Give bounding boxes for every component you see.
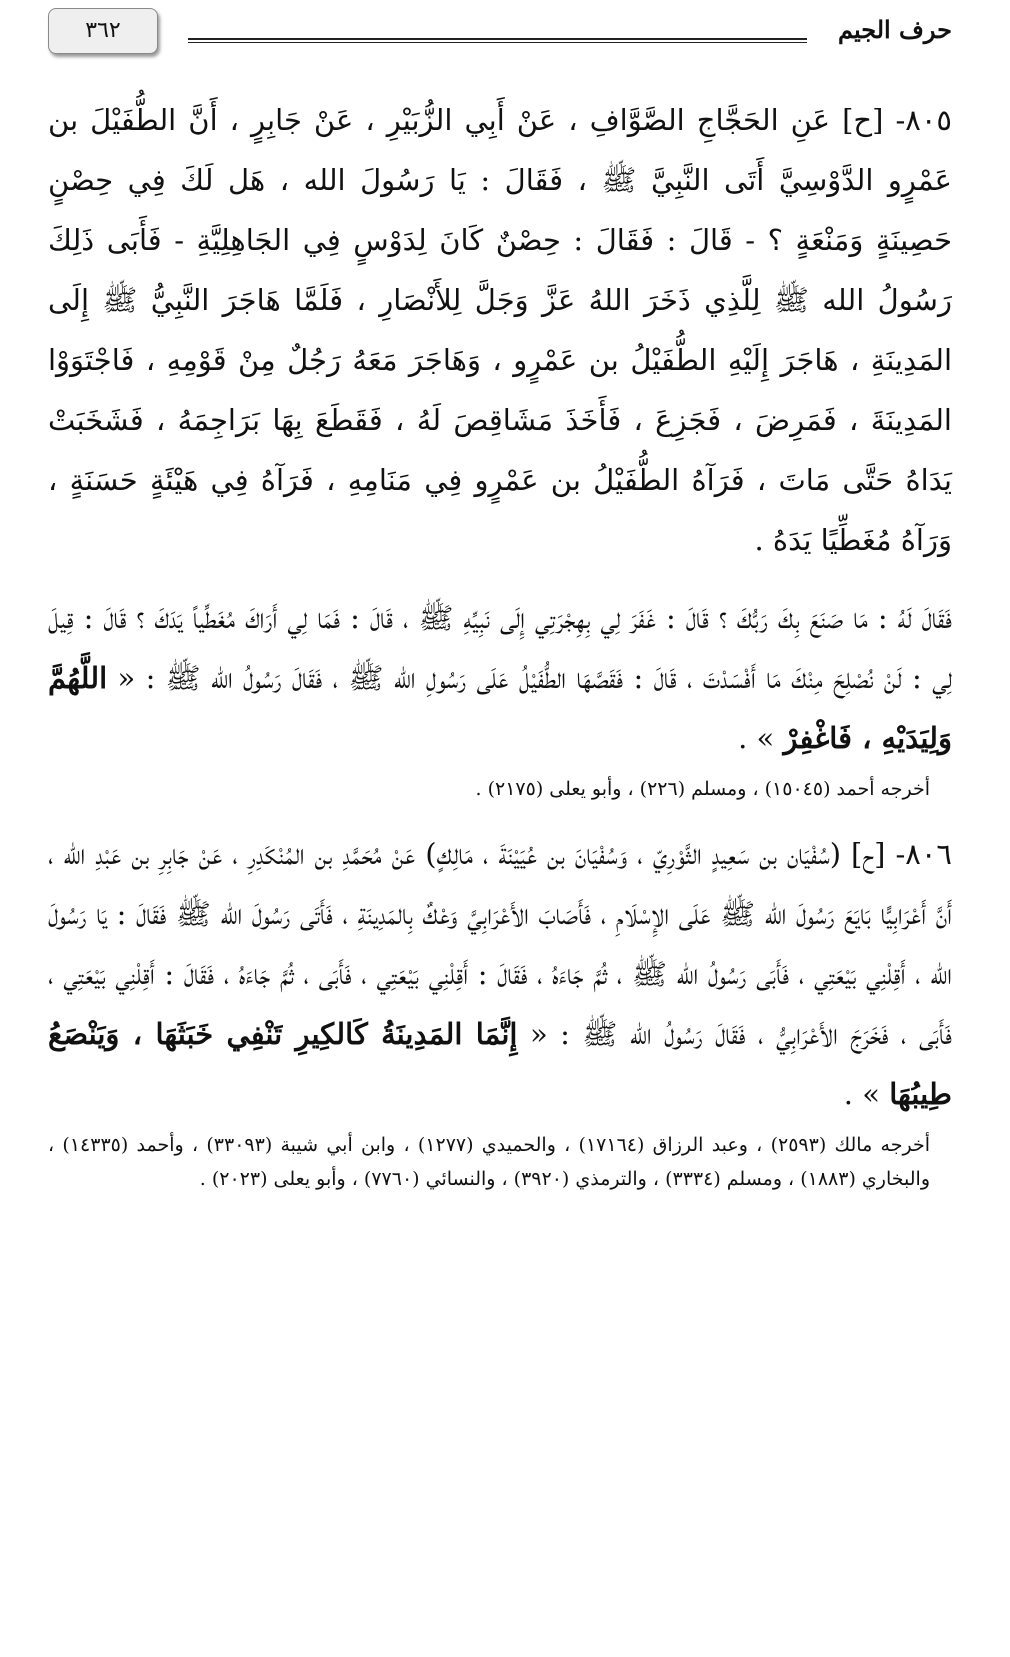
hadith-806-takhrij: أخرجه مالك (٢٥٩٣) ، وعبد الرزاق (١٧١٦٤) ، والحميدي (١٢٧٧) ، وابن أبي شيبة (٣٣٠٩٣) ، وأحمد (١٤٣٣٥) ، والبخاري (١٨٨٣) ، ومسلم (٣٣٣٤) ، والترمذي (٣٩٢٠) ، والنسائي (٧٧٦٠) ، وأبو يعلى (٢٠٢٣) .	[48, 1134, 930, 1190]
hadith-805-quote-close: » .	[738, 721, 784, 755]
hadith-805-takhrij: أخرجه أحمد (١٥٠٤٥) ، ومسلم (٢٢٦) ، وأبو يعلى (٢١٧٥) .	[475, 778, 930, 800]
hadith-806-prophetic-quote: إِنَّمَا المَدِينَةُ كَالكِيرِ تَنْفِي خَبَثَهَا ، وَيَنْصَعُ طِيبُهَا	[48, 1017, 952, 1111]
chapter-title: حرف الجيم	[838, 15, 952, 44]
hadith-806	[48, 824, 952, 1196]
hadith-806-text-1: ٨٠٦- [ح] (سُفْيَان بن سَعِيدٍ الثَّوْرِيّ ، وَسُفْيَانَ بن عُيَيْنَةَ ، مَالِكٍ) عَنْ مُحَمَّدِ بن المُنْكَدِرِ ، عَنْ جَابِرِ بن عَبْدِ الله ، أَنَّ أَعْرَابِيًّا بَايَعَ رَسُولَ الله ﷺ عَلَى الإِسْلَامِ ، فَأَصَابَ الأَعْرَابِيَّ وَعْكٌ بِالمَدِينَةِ ، فَأَتَى رَسُولَ الله ﷺ فَقَالَ : يَا رَسُولَ الله ، أَقِلْنِي بَيْعَتِي ، فَأَبَى رَسُولُ الله ﷺ ، ثُمَّ جَاءَهُ ، فَقَالَ : أَقِلْنِي بَيْعَتِي ، فَأَبَى ، ثُمَّ جَاءَهُ ، فَقَالَ : أَقِلْنِي بَيْعَتِي ، فَأَبَى ، فَخَرَجَ الأَعْرَابِيُّ ، فَقَالَ رَسُولُ الله ﷺ : «	[48, 837, 952, 1051]
hadith-805	[48, 90, 952, 806]
page-number: ٣٦٢	[48, 8, 158, 54]
hadith-805-text-1: ٨٠٥- [ح] عَنِ الحَجَّاجِ الصَّوَّافِ ، عَنْ أَبِي الزُّبَيْرِ ، عَنْ جَابِرٍ ، أَنَّ الطُّفَيْلَ بن عَمْرٍو الدَّوْسِيَّ أَتَى النَّبِيَّ ﷺ ، فَقَالَ : يَا رَسُولَ الله ، هَل لَكَ فِي حِصْنٍ حَصِينَةٍ وَمَنْعَةٍ ؟ - قَالَ : فَقَالَ : حِصْنٌ كَانَ لِدَوْسٍ فِي الجَاهِلِيَّةِ - فَأَبَى ذَلِكَ رَسُولُ الله ﷺ لِلَّذِي ذَخَرَ اللهُ عَزَّ وَجَلَّ لِلأَنْصَارِ ، فَلَمَّا هَاجَرَ النَّبِيُّ ﷺ إِلَى المَدِينَةِ ، هَاجَرَ إِلَيْهِ الطُّفَيْلُ بن عَمْرٍو ، وَهَاجَرَ مَعَهُ رَجُلٌ مِنْ قَوْمِهِ ، فَاجْتَوَوْا المَدِينَةَ ، فَمَرِضَ ، فَجَزِعَ ، فَأَخَذَ مَشَاقِصَ لَهُ ، فَقَطَعَ بِهَا بَرَاجِمَهُ ، فَشَخَبَتْ يَدَاهُ حَتَّى مَاتَ ، فَرَآهُ الطُّفَيْلُ بن عَمْرٍو فِي مَنَامِهِ ، فَرَآهُ فِي هَيْئَةٍ حَسَنَةٍ ، وَرَآهُ مُغَطِّيًا يَدَهُ .	[48, 103, 952, 557]
hadith-805-prophetic-quote: اللَّهُمَّ وَلِيَدَيْهِ ، فَاغْفِرْ	[48, 661, 952, 755]
header-rule	[188, 38, 807, 43]
page-content	[48, 90, 952, 1214]
page-header	[48, 8, 952, 56]
hadith-805-paragraph-1	[48, 90, 952, 570]
hadith-806-quote-close: » .	[843, 1077, 890, 1111]
hadith-805-paragraph-2	[48, 588, 952, 768]
hadith-806-paragraph-1	[48, 824, 952, 1124]
hadith-805-text-2: فَقَالَ لَهُ : مَا صَنَعَ بِكَ رَبُّكَ ؟ قَالَ : غَفَرَ لِي بِهِجْرَتِي إِلَى نَبِيِّهِ ﷺ ، قَالَ : فَمَا لِي أَرَاكَ مُغَطِّياً يَدَكَ ؟ قَالَ : قِيلَ لِي : لَنْ نُصْلِحَ مِنْكَ مَا أَفْسَدْتَ ، قَالَ : فَقَصَّهَا الطُّفَيْلُ عَلَى رَسُولِ الله ﷺ ، فَقَالَ رَسُولُ الله ﷺ : «	[48, 601, 952, 695]
